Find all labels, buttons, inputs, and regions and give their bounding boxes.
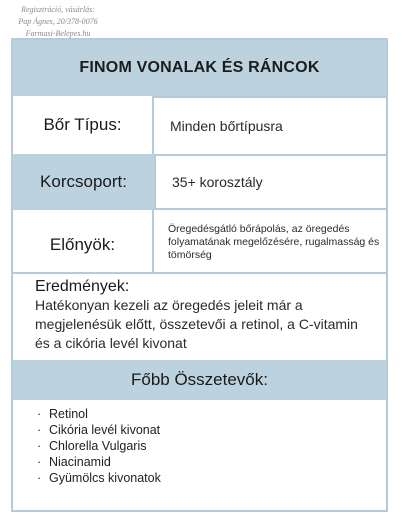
benefits-label: Előnyök: xyxy=(13,210,154,272)
results-section xyxy=(13,272,386,360)
watermark-line-1: Regisztráció, vásárlás: xyxy=(21,5,95,14)
ingredients-list xyxy=(13,400,386,486)
list-item xyxy=(37,406,386,422)
benefits-value: Öregedésgátló bőrápolás, az öregedés folyamatának megelőzésére, rugalmasság és tömörség xyxy=(168,222,380,261)
ingredient-label: Chlorella Vulgaris xyxy=(49,439,147,453)
age-group-value: 35+ korosztály xyxy=(154,154,386,210)
age-group-row xyxy=(13,154,386,210)
bullet-icon: · xyxy=(37,471,42,485)
ingredient-label: Niacinamid xyxy=(49,455,111,469)
list-item xyxy=(37,470,386,486)
bullet-icon: · xyxy=(37,439,42,453)
list-item xyxy=(37,454,386,470)
product-title: FINOM VONALAK ÉS RÁNCOK xyxy=(13,40,386,96)
list-item xyxy=(37,438,386,454)
results-heading: Eredmények: xyxy=(35,278,130,295)
ingredient-label: Gyümölcs kivonatok xyxy=(49,471,161,485)
bullet-icon: · xyxy=(37,423,42,437)
watermark xyxy=(4,4,112,40)
skin-type-label: Bőr Típus: xyxy=(13,96,154,154)
results-text: Hatékonyan kezeli az öregedés jeleit már a megjelenésük előtt, összetevői a retinol, a C-vitamin és a cikória levél kivonat xyxy=(35,297,358,351)
watermark-line-3: Farmasi-Belepes.hu xyxy=(25,29,91,38)
ingredient-label: Cikória levél kivonat xyxy=(49,423,161,437)
age-group-label: Korcsoport: xyxy=(13,154,154,210)
ingredients-heading: Főbb Összetevők: xyxy=(13,360,386,400)
skin-type-row xyxy=(13,96,386,154)
list-item xyxy=(37,422,386,438)
ingredient-label: Retinol xyxy=(49,407,88,421)
product-info-card xyxy=(11,38,388,512)
watermark-line-2: Pap Ágnes, 20/378-0076 xyxy=(18,17,98,26)
benefits-row xyxy=(13,210,386,272)
skin-type-value: Minden bőrtípusra xyxy=(154,96,386,154)
bullet-icon: · xyxy=(37,407,42,421)
bullet-icon: · xyxy=(37,455,42,469)
